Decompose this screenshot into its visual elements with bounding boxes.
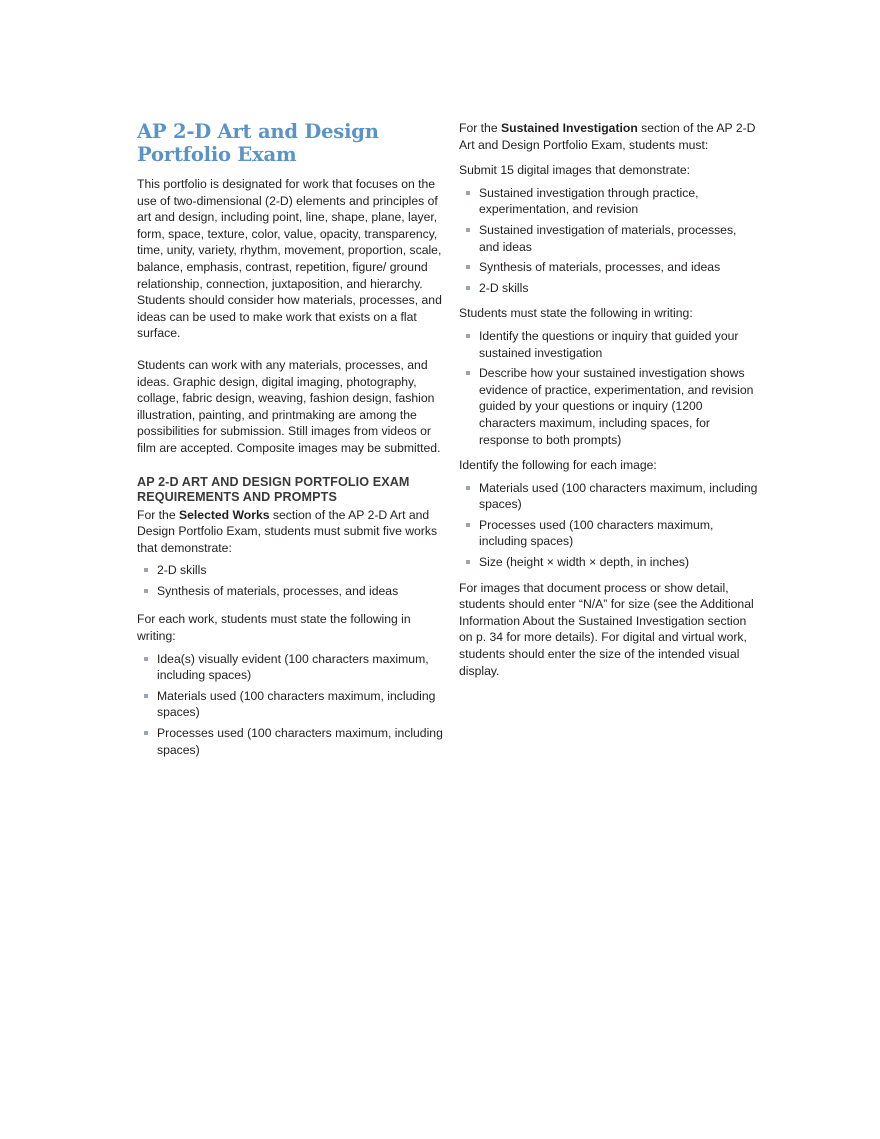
submit-intro: Submit 15 digital images that demonstrate:	[459, 163, 691, 178]
list-item: Processes used (100 characters maximum, including spaces)	[479, 517, 759, 550]
page-title	[137, 120, 443, 166]
selected-works-bold: Selected Works	[179, 507, 270, 522]
selected-works-intro	[137, 507, 443, 557]
list-item: Materials used (100 characters maximum, including spaces)	[479, 480, 758, 512]
list-item: Materials used (100 characters maximum, including spaces)	[157, 688, 443, 721]
list-item: Processes used (100 characters maximum, including spaces)	[157, 726, 443, 757]
list-item: Synthesis of materials, processes, and ideas	[157, 583, 443, 600]
right-column	[459, 120, 759, 688]
list-item: Identify the questions or inquiry that guided your sustained investigation	[479, 328, 759, 361]
list-item: 2-D skills	[157, 562, 443, 579]
closing-paragraph: For images that document process or show detail, students should enter “N/A” for size (see the Additional Information About the Sustained Investigation section on p. 34 for more details). For digital and virtual work, students should enter the size of the intended visual display.	[459, 580, 754, 678]
selected-works-list	[137, 562, 443, 599]
intro-paragraph-1: This portfolio is designated for work that focuses on the use of two-dimensional (2-D) elements and principles of art and design, including point, line, shape, plane, layer, form, space, texture, color, value, opacity, transparency, time, unity, variety, rhythm, movement, proportion, scale, balance, emphasis, contrast, repetition, figure/ ground relationship, connection, juxtaposition, and hierarchy. Students should consider how materials, processes, and ideas can be used to make work that exists on a flat surface.	[137, 177, 442, 341]
section-heading	[137, 475, 443, 505]
list-item: Sustained investigation of materials, processes, and ideas	[479, 222, 759, 255]
state-intro: Students must state the following in writing:	[459, 306, 693, 321]
list-item: Describe how your sustained investigation shows evidence of practice, experimentation, and revision guided by your questions or inquiry (1200 characters maximum, including spaces, for response to both prompts)	[479, 365, 759, 448]
submit-list	[459, 185, 759, 297]
sustained-intro	[459, 120, 759, 153]
sustained-post: section of the AP 2-D Art and Design Portfolio Exam, students must:	[459, 121, 756, 152]
identify-list	[459, 480, 759, 571]
list-item: Synthesis of materials, processes, and ideas	[479, 259, 759, 276]
left-column	[137, 120, 443, 767]
list-item: 2-D skills	[479, 280, 759, 297]
selected-works-pre: For the	[137, 507, 179, 522]
list-item: Idea(s) visually evident (100 characters maximum, including spaces)	[157, 651, 443, 684]
section-heading-line-2: REQUIREMENTS AND PROMPTS	[137, 489, 337, 504]
page-title-line-1: AP 2-D Art and Design	[137, 120, 379, 143]
each-work-list	[137, 651, 443, 759]
sustained-pre: For the	[459, 121, 501, 135]
identify-intro: Identify the following for each image:	[459, 458, 657, 473]
intro-paragraph-2: Students can work with any materials, processes, and ideas. Graphic design, digital imaging, photography, collage, fabric design, weaving, fashion design, fashion illustration, painting, and printmaking are among the possibilities for submission. Still images from videos or film are accepted. Composite images may be submitted.	[137, 357, 441, 455]
list-item: Size (height × width × depth, in inches)	[479, 554, 759, 571]
list-item: Sustained investigation through practice, experimentation, and revision	[479, 185, 759, 218]
selected-works-post: section of the AP 2-D Art and Design Portfolio Exam, students must submit five works that demonstrate:	[137, 507, 438, 555]
page-title-line-2: Portfolio Exam	[137, 143, 297, 166]
section-heading-line-1: AP 2-D ART AND DESIGN PORTFOLIO EXAM	[137, 474, 410, 489]
sustained-bold: Sustained Investigation	[501, 121, 638, 135]
state-list	[459, 328, 759, 448]
each-work-intro: For each work, students must state the following in writing:	[137, 612, 411, 644]
